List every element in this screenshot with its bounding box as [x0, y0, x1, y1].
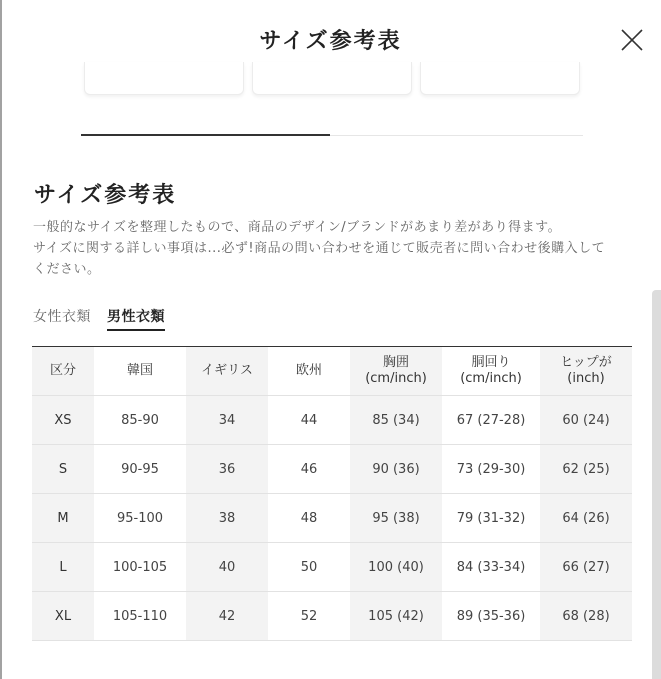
header-europe [268, 347, 350, 396]
cell-korea: 100-105 [94, 543, 186, 592]
header-size: 区分 [32, 347, 94, 396]
cell-uk: 34 [186, 396, 268, 445]
cell-chest: 95 (38) [350, 494, 442, 543]
section-title: サイズ参考表 [34, 183, 177, 208]
cell-hip: 68 (28) [540, 592, 632, 641]
cell-europe: 48 [268, 494, 350, 543]
cell-chest: 100 (40) [350, 543, 442, 592]
cell-europe: 52 [268, 592, 350, 641]
cell-size: XL [32, 592, 94, 641]
tab-womens-clothing[interactable]: 女性衣類 [33, 309, 91, 325]
close-icon [619, 27, 645, 53]
header-waist [442, 347, 540, 396]
description [33, 217, 633, 280]
cell-europe: 46 [268, 445, 350, 494]
cell-europe: 44 [268, 396, 350, 445]
header-waist-label: 胴回り [471, 355, 511, 370]
description-line: 一般的なサイズを整理したもので、商品のデザイン/ブランドがあまり差があり得ます。 [33, 220, 562, 235]
header-korea: 韓国 [94, 347, 186, 396]
header-chest [350, 347, 442, 396]
table-row [32, 494, 632, 543]
header-uk: イギリス [186, 347, 268, 396]
header-chest-label: 胸囲 [382, 355, 409, 370]
product-card[interactable] [84, 62, 244, 95]
product-card[interactable] [252, 62, 412, 95]
cell-waist: 79 (31-32) [442, 494, 540, 543]
header-chest-unit: (cm/inch) [365, 371, 427, 386]
cell-waist: 73 (29-30) [442, 445, 540, 494]
cell-europe: 50 [268, 543, 350, 592]
cell-hip: 60 (24) [540, 396, 632, 445]
header-hip-unit: (inch) [567, 371, 605, 386]
cell-uk: 42 [186, 592, 268, 641]
tab-active-indicator[interactable] [81, 134, 330, 136]
cell-waist: 89 (35-36) [442, 592, 540, 641]
cell-uk: 36 [186, 445, 268, 494]
backdrop-edge [0, 0, 2, 679]
tab-mens-clothing[interactable]: 男性衣類 [107, 306, 165, 331]
cell-korea: 105-110 [94, 592, 186, 641]
table-header-row [32, 347, 632, 396]
modal-title: サイズ参考表 [259, 29, 402, 54]
table-row [32, 543, 632, 592]
cell-waist: 84 (33-34) [442, 543, 540, 592]
description-line: ください。 [33, 262, 101, 277]
cell-waist: 67 (27-28) [442, 396, 540, 445]
cell-uk: 40 [186, 543, 268, 592]
size-table [32, 346, 632, 641]
cell-chest: 90 (36) [350, 445, 442, 494]
product-card[interactable] [420, 62, 580, 95]
cell-hip: 64 (26) [540, 494, 632, 543]
cell-chest: 105 (42) [350, 592, 442, 641]
header-europe-label: 欧州 [295, 363, 322, 378]
cell-korea: 85-90 [94, 396, 186, 445]
cell-uk: 38 [186, 494, 268, 543]
scrollbar[interactable] [652, 290, 661, 679]
close-button[interactable] [619, 27, 645, 53]
header-waist-unit: (cm/inch) [460, 371, 522, 386]
table-row [32, 396, 632, 445]
gender-tabs [33, 306, 165, 331]
cell-korea: 90-95 [94, 445, 186, 494]
cell-hip: 66 (27) [540, 543, 632, 592]
description-line: サイズに関する詳しい事項は...必ず!商品の問い合わせを通じて販売者に問い合わせ後購入して [33, 241, 606, 256]
cell-hip: 62 (25) [540, 445, 632, 494]
table-row [32, 445, 632, 494]
cell-size: L [32, 543, 94, 592]
table-row [32, 592, 632, 641]
cell-size: S [32, 445, 94, 494]
header-hip [540, 347, 632, 396]
cell-korea: 95-100 [94, 494, 186, 543]
header-hip-label: ヒップが [560, 355, 612, 370]
cell-size: XS [32, 396, 94, 445]
cell-size: M [32, 494, 94, 543]
cell-chest: 85 (34) [350, 396, 442, 445]
